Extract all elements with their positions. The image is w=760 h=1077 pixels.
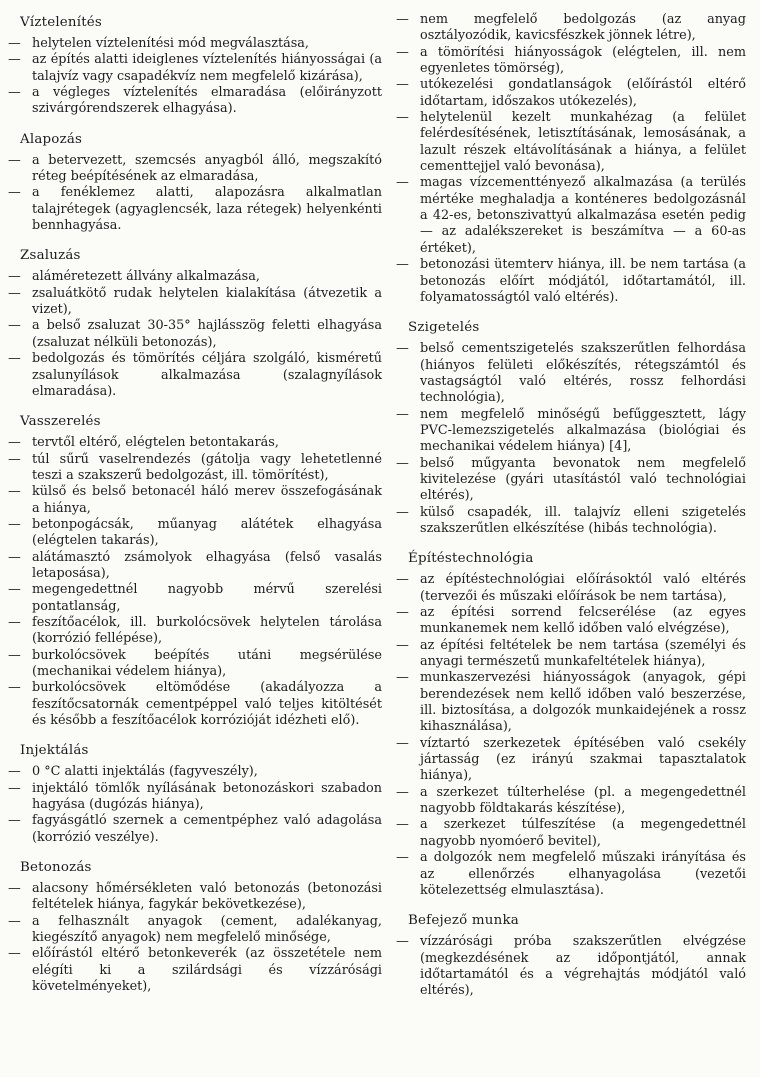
item-list bbox=[396, 934, 746, 999]
list-item: — zsaluátkötő rudak helytelen kialakítása (átvezetik a vizet), bbox=[8, 286, 382, 319]
left-column bbox=[8, 14, 382, 1077]
item-list bbox=[8, 269, 382, 400]
list-item: — az építési sorrend felcserélése (az egyes munkanemek nem kellő időben való elvégzése), bbox=[396, 605, 746, 638]
list-item: — burkolócsövek beépítés utáni megsérülése (mechanikai védelem hiánya), bbox=[8, 648, 382, 681]
list-item: — burkolócsövek eltömődése (akadályozza a feszítőcsatornák cementpéppel való teljes kitöltését és később a feszítőacélok korrózióját idézheti elő). bbox=[8, 680, 382, 729]
section bbox=[8, 14, 382, 118]
list-item: — az építéstechnológiai előírásoktól való eltérés (tervezői és műszaki előírások be nem tartása), bbox=[396, 572, 746, 605]
list-item: — a dolgozók nem megfelelő műszaki irányítása és az ellenőrzés elhanyagolása (vezetői kötelezettség elmulasztása). bbox=[396, 850, 746, 899]
list-item: — a tömörítési hiányosságok (elégtelen, ill. nem egyenletes tömörség), bbox=[396, 45, 746, 78]
section-title: Víztelenítés bbox=[20, 15, 103, 30]
item-list bbox=[8, 764, 382, 846]
section bbox=[8, 742, 382, 846]
list-item: — bedolgozás és tömörítés céljára szolgáló, kisméretű zsalunyílások alkalmazása (szalagnyílások elmaradása). bbox=[8, 351, 382, 400]
section bbox=[396, 550, 746, 899]
section-title: Injektálás bbox=[20, 743, 89, 759]
item-list bbox=[8, 36, 382, 118]
list-item: — helytelen víztelenítési mód megválasztása, bbox=[8, 36, 382, 52]
list-item: — utókezelési gondatlanságok (előírástól eltérő időtartam, időszakos utókezelés), bbox=[396, 77, 746, 110]
list-item: — betonpogácsák, műanyag alátétek elhagyása (elégtelen takarás), bbox=[8, 517, 382, 550]
list-item: — feszítőacélok, ill. burkolócsövek helytelen tárolása (korrózió fellépése), bbox=[8, 615, 382, 648]
list-item: — a fenéklemez alatti, alapozásra alkalmatlan talajrétegek (agyaglencsék, laza rétegek) helyenkénti bennhagyása. bbox=[8, 185, 382, 234]
list-item: — a betervezett, szemcsés anyagból álló, megszakító réteg beépítésének az elmaradása, bbox=[8, 153, 382, 186]
section bbox=[396, 12, 746, 306]
list-item: — 0 °C alatti injektálás (fagyveszély), bbox=[8, 764, 382, 780]
list-item: — megengedettnél nagyobb mérvű szerelési pontatlanság, bbox=[8, 582, 382, 615]
list-item: — alátámasztó zsámolyok elhagyása (felső vasalás letaposása), bbox=[8, 550, 382, 583]
list-item: — fagyásgátló szernek a cementpéphez való adagolása (korrózió veszélye). bbox=[8, 813, 382, 846]
list-item: — injektáló tömlők nyílásának betonozáskori szabadon hagyása (dugózás hiánya), bbox=[8, 781, 382, 814]
section-title: Építéstechnológia bbox=[408, 551, 534, 567]
list-item: — külső és belső betonacél háló merev összefogásának a hiánya, bbox=[8, 484, 382, 517]
list-item: — tervtől eltérő, elégtelen betontakarás, bbox=[8, 435, 382, 451]
list-item: — munkaszervezési hiányosságok (anyagok, gépi berendezések nem kellő időben való beszerzése, ill. biztosítása, a dolgozók munkaidejének a rossz kihasználása), bbox=[396, 670, 746, 735]
list-item: — a szerkezet túlterhelése (pl. a megengedettnél nagyobb földtakarás készítése), bbox=[396, 785, 746, 818]
section-title: Szigetelés bbox=[408, 320, 480, 336]
section-title: Befejező munka bbox=[408, 913, 519, 929]
section bbox=[8, 247, 382, 400]
list-item: — a végleges víztelenítés elmaradása (előirányzott szivárgórendszerek elhagyása). bbox=[8, 85, 382, 118]
list-item: — aláméretezett állvány alkalmazása, bbox=[8, 269, 382, 285]
list-item: — magas vízcementtényező alkalmazása (a terülés mértéke meghaladja a konténeres bedolgozásnál a 42-es, betonszivattyú alkalmazása esetén pedig — az adalékszereket is beszámítva — a 60-as értéket), bbox=[396, 175, 746, 257]
list-item: — a belső zsaluzat 30-35° hajlásszög feletti elhagyása (zsaluzat nélküli betonozás), bbox=[8, 318, 382, 351]
right-column bbox=[396, 14, 746, 1077]
section bbox=[396, 912, 746, 999]
list-item: — víztartó szerkezetek építésében való csekély jártasság (ez irányú szakmai tapasztalatok hiánya), bbox=[396, 736, 746, 785]
list-item: — az építés alatti ideiglenes víztelenítés hiányosságai (a talajvíz vagy csapadékvíz nem megfelelő kizárása), bbox=[8, 52, 382, 85]
list-item: — nem megfelelő minőségű befűggesztett, lágy PVC-lemezszigetelés alkalmazása (biológiai és mechanikai védelem hiánya) [4], bbox=[396, 407, 746, 456]
item-list bbox=[396, 341, 746, 537]
section bbox=[8, 413, 382, 729]
list-item: — alacsony hőmérsékleten való betonozás (betonozási feltételek hiánya, fagykár bekövetkezése), bbox=[8, 881, 382, 914]
list-item: — belső műgyanta bevonatok nem megfelelő kivitelezése (gyári utasítástól való technológiai eltérés), bbox=[396, 456, 746, 505]
list-item: — nem megfelelő bedolgozás (az anyag osztályozódik, kavicsfészkek jönnek létre), bbox=[396, 12, 746, 45]
item-list bbox=[8, 881, 382, 995]
section-title: Alapozás bbox=[20, 131, 83, 147]
list-item: — előírástól eltérő betonkeverék (az összetétele nem elégíti ki a szilárdsági és vízzárósági követelményeket), bbox=[8, 946, 382, 995]
list-item: — külső csapadék, ill. talajvíz elleni szigetelés szakszerűtlen elkészítése (hibás technológia). bbox=[396, 505, 746, 538]
item-list bbox=[396, 12, 746, 306]
section bbox=[8, 131, 382, 235]
list-item: — vízzárósági próba szakszerűtlen elvégzése (megkezdésének az időpontjától, annak időtartamától és a végrehajtás módjától való eltérés), bbox=[396, 934, 746, 999]
item-list bbox=[8, 153, 382, 235]
section bbox=[396, 319, 746, 537]
list-item: — a szerkezet túlfeszítése (a megengedettnél nagyobb nyomóerő bevitel), bbox=[396, 817, 746, 850]
section-title: Vasszerelés bbox=[20, 414, 101, 430]
list-item: — helytelenül kezelt munkahézag (a felület felérdesítésének, letisztításának, lemosásának, a lazult részek eltávolításának a hiánya, a felület cementtejjel való bevonása), bbox=[396, 110, 746, 175]
item-list bbox=[8, 435, 382, 729]
list-item: — betonozási ütemterv hiánya, ill. be nem tartása (a betonozás előírt módjától, időtartamától, ill. folyamatosságtól való eltérés). bbox=[396, 257, 746, 306]
list-item: — a felhasznált anyagok (cement, adalékanyag, kiegészítő anyagok) nem megfelelő minősége, bbox=[8, 914, 382, 947]
item-list bbox=[396, 572, 746, 899]
list-item: — az építési feltételek be nem tartása (személyi és anyagi természetű munkafeltételek hiánya), bbox=[396, 638, 746, 671]
list-item: — túl sűrű vaselrendezés (gátolja vagy lehetetlenné teszi a szakszerű bedolgozást, ill. tömörítést), bbox=[8, 452, 382, 485]
section bbox=[8, 859, 382, 995]
section-title: Zsaluzás bbox=[20, 248, 81, 264]
section-title: Betonozás bbox=[20, 860, 92, 876]
list-item: — belső cementszigetelés szakszerűtlen felhordása (hiányos felületi előkészítés, rétegszámtól és vastagságtól való eltérés, rossz felhordási technológia), bbox=[396, 341, 746, 406]
